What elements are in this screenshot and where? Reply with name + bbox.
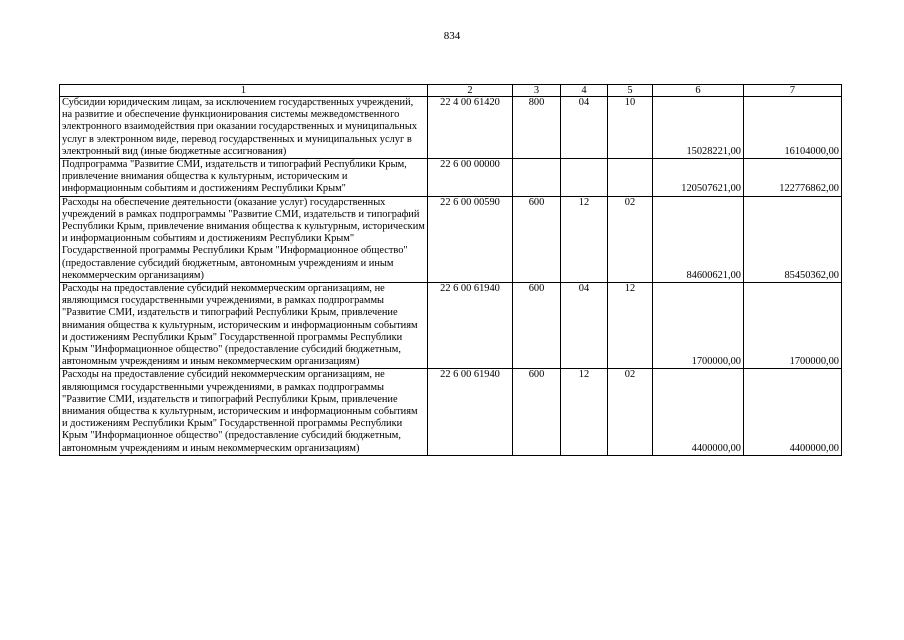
row-section (561, 159, 608, 197)
row-expense-type: 600 (513, 369, 561, 455)
row-sum-col6: 4400000,00 (653, 369, 744, 455)
header-cell: 6 (653, 85, 744, 97)
row-expense-type (513, 159, 561, 197)
row-code: 22 6 00 61940 (428, 369, 513, 455)
row-sum-col7: 1700000,00 (744, 283, 842, 369)
row-subsection (608, 159, 653, 197)
header-cell: 4 (561, 85, 608, 97)
row-subsection: 02 (608, 369, 653, 455)
table-row (60, 159, 842, 197)
header-cell: 2 (428, 85, 513, 97)
header-row (60, 85, 842, 97)
header-cell: 3 (513, 85, 561, 97)
table-row (60, 283, 842, 369)
row-sum-col6: 84600621,00 (653, 196, 744, 282)
row-name: Расходы на обеспечение деятельности (оказание услуг) государственных учреждений в рамках подпрограммы "Развитие СМИ, издательств и типографий Республики Крым, привлечение внимания общества к культурным, историческим и информационным событиям и достижениям Республики Крым" Государственной программы Республики Крым "Информационное общество" (предоставление субсидий бюджетным, автономным учреждениям и иным некоммерческим организациям) (60, 196, 428, 282)
table-row (60, 196, 842, 282)
row-sum-col7: 4400000,00 (744, 369, 842, 455)
row-expense-type: 600 (513, 283, 561, 369)
table-row (60, 369, 842, 455)
row-sum-col7: 16104000,00 (744, 97, 842, 159)
header-cell: 5 (608, 85, 653, 97)
row-section: 12 (561, 196, 608, 282)
header-cell: 1 (60, 85, 428, 97)
row-sum-col7: 85450362,00 (744, 196, 842, 282)
header-cell: 7 (744, 85, 842, 97)
row-code: 22 6 00 00000 (428, 159, 513, 197)
row-sum-col7: 122776862,00 (744, 159, 842, 197)
row-subsection: 10 (608, 97, 653, 159)
row-subsection: 02 (608, 196, 653, 282)
budget-table (59, 84, 842, 456)
row-code: 22 6 00 61940 (428, 283, 513, 369)
row-sum-col6: 1700000,00 (653, 283, 744, 369)
row-section: 04 (561, 283, 608, 369)
row-expense-type: 600 (513, 196, 561, 282)
table-row (60, 97, 842, 159)
row-sum-col6: 15028221,00 (653, 97, 744, 159)
row-expense-type: 800 (513, 97, 561, 159)
row-code: 22 6 00 00590 (428, 196, 513, 282)
row-section: 04 (561, 97, 608, 159)
row-sum-col6: 120507621,00 (653, 159, 744, 197)
row-name: Субсидии юридическим лицам, за исключением государственных учреждений, на развитие и обеспечение функционирования системы межведомственного электронного взаимодействия при оказании государственных и муниципальных услуг в электронном виде, перевод государственных и муниципальных услуг в электронный вид (иные бюджетные ассигнования) (60, 97, 428, 159)
row-section: 12 (561, 369, 608, 455)
row-name: Подпрограмма "Развитие СМИ, издательств и типографий Республики Крым, привлечение внимания общества к культурным, историческим и информационным событиям и достижениям Республики Крым" (60, 159, 428, 197)
row-subsection: 12 (608, 283, 653, 369)
row-name: Расходы на предоставление субсидий некоммерческим организациям, не являющимся государственными учреждениями, в рамках подпрограммы "Развитие СМИ, издательств и типографий Республики Крым, привлечение внимания общества к культурным, историческим и информационным событиям и достижениям Республики Крым" Государственной программы Республики Крым "Информационное общество" (предоставление субсидий бюджетным, автономным учреждениям и иным некоммерческим организациям) (60, 283, 428, 369)
row-code: 22 4 00 61420 (428, 97, 513, 159)
page-number: 834 (443, 30, 461, 42)
row-name: Расходы на предоставление субсидий некоммерческим организациям, не являющимся государственными учреждениями, в рамках подпрограммы "Развитие СМИ, издательств и типографий Республики Крым, привлечение внимания общества к культурным, историческим и информационным событиям и достижениям Республики Крым" Государственной программы Республики Крым "Информационное общество" (предоставление субсидий бюджетным, автономным учреждениям и иным некоммерческим организациям) (60, 369, 428, 455)
